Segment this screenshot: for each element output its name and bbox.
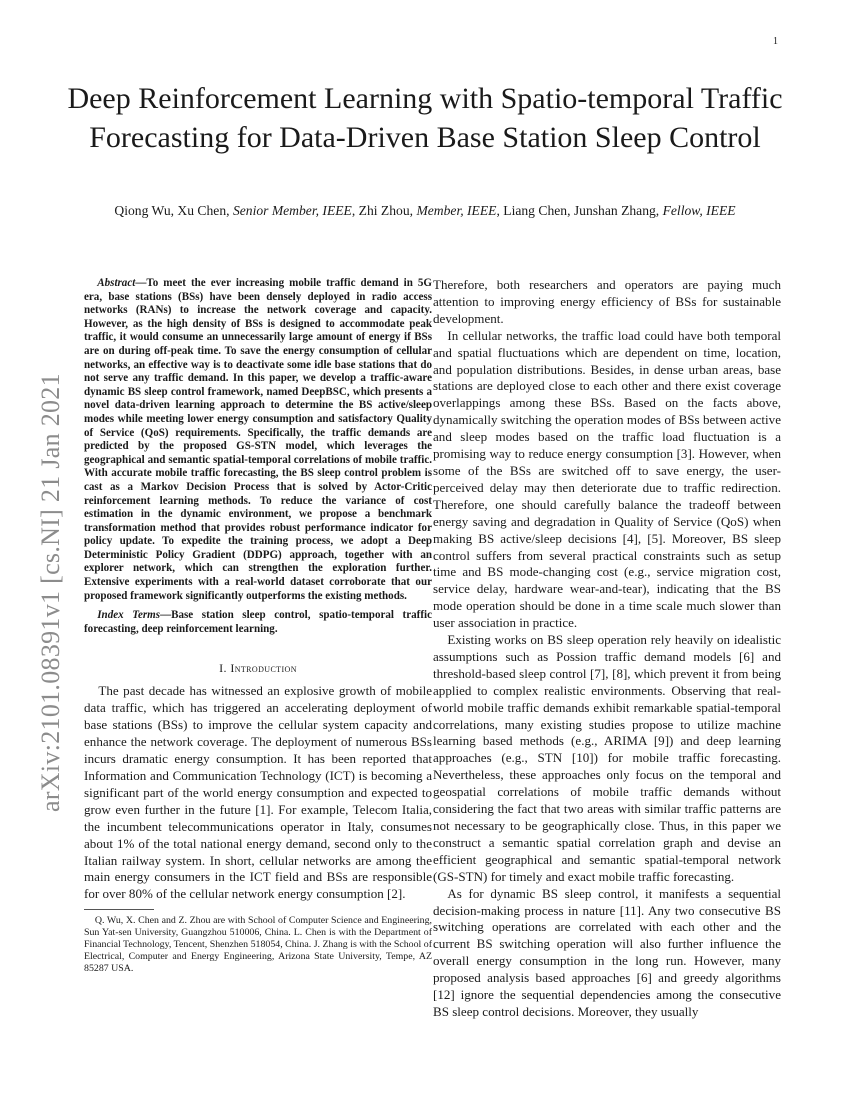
index-terms-text: —Base station sleep control, spatio-temporal traffic forecasting, deep reinforcement learning. <box>84 609 432 635</box>
page-number: 1 <box>773 36 778 47</box>
paragraph: Existing works on BS sleep operation rely heavily on idealistic assumptions such as Possion traffic demand models [6] and threshold-based sleep control [7], [8], which prevent it from being applied to complex realistic environments. Observing that real-world mobile traffic demands exhibit remarkable spatial-temporal correlations, many existing studies propose to utilize machine learning based methods (e.g., ARIMA [9]) and deep learning approaches (e.g., STN [10]) for mobile traffic forecasting. Nevertheless, these approaches only focus on the temporal and geospatial correlations of mobile traffic demands without considering the fact that two areas with similar traffic patterns are not necessary to be geographically close. Thus, in this paper we construct a semantic spatial correlation graph and devise an efficient geographical and semantic spatial-temporal network (GS-STN) for timely and exact mobile traffic forecasting. <box>433 632 781 884</box>
author-role: Member, IEEE <box>416 203 497 218</box>
section-heading-introduction <box>84 661 432 675</box>
index-terms <box>84 609 432 636</box>
author-role: Senior Member, IEEE <box>232 203 352 218</box>
author-names: , Liang Chen, Junshan Zhang, <box>496 203 663 218</box>
index-terms-label: Index Terms <box>97 609 161 622</box>
paper-title: Deep Reinforcement Learning with Spatio-temporal Traffic Forecasting for Data-Driven Base Station Sleep Control <box>67 82 783 154</box>
abstract <box>84 277 432 603</box>
section-number: I. <box>219 661 231 676</box>
paragraph: The past decade has witnessed an explosive growth of mobile data traffic, which has triggered an accelerating deployment of base stations (BSs) to improve the cellular system capacity and enhance the network coverage. The deployment of numerous BSs incurs dramatic energy consumption. It has been reported that Information and Communication Technology (ICT) is becoming a significant part of the world energy consumption and expected to grow even further in the future [1]. For example, Telecom Italia, the incumbent telecommunications operator in Italy, consumes about 1% of the total national energy demand, second only to the Italian railway system. In short, cellular networks are among the main energy consumers in the ICT field and BSs are responsible for over 80% of the cellular network energy consumption [2]. <box>84 683 432 902</box>
abstract-label: Abstract <box>97 277 136 289</box>
author-names: Qiong Wu, Xu Chen, <box>114 203 233 218</box>
left-column <box>84 277 432 975</box>
abstract-text: —To meet the ever increasing mobile traffic demand in 5G era, base stations (BSs) have been densely deployed in radio access networks (RANs) to increase the network coverage and capacity. However, as the high density of BSs is designed to accommodate peak traffic, it would consume an unnecessarily large amount of energy if BSs are on during off-peak time. To save the energy consumption of cellular networks, an effective way is to deactivate some idle base stations that do not serve any traffic demand. In this paper, we develop a traffic-aware dynamic BS sleep control framework, named DeepBSC, which presents a novel data-driven learning approach to determine the BS active/sleep modes while meeting lower energy consumption and satisfactory Quality of Service (QoS) requirements. Specifically, the traffic demands are predicted by the proposed GS-STN model, which leverages the geographical and semantic spatial-temporal correlations of mobile traffic. With accurate mobile traffic forecasting, the BS sleep control problem is cast as a Markov Decision Process that is solved by Actor-Critic reinforcement learning methods. To reduce the variance of cost estimation in the dynamic environment, we propose a benchmark transformation method that provides robust performance indicator for policy update. To expedite the training process, we adopt a Deep Deterministic Policy Gradient (DDPG) approach, together with an explorer network, which can strengthen the exploration further. Extensive experiments with a real-world dataset corroborate that our proposed framework significantly outperforms the existing methods. <box>84 277 432 602</box>
right-column <box>433 277 781 1021</box>
paragraph: As for dynamic BS sleep control, it manifests a sequential decision-making process in nature [11]. Any two consecutive BS switching operations are correlated with each other and the current BS switching operation will also further influence the overall energy consumption in the long run. However, many proposed analysis based approaches [6] and greedy algorithms [12] ignore the sequential dependencies among the consecutive BS sleep control decisions. Moreover, they usually <box>433 885 781 1019</box>
author-names: , Zhi Zhou, <box>351 203 417 218</box>
paragraph: In cellular networks, the traffic load could have both temporal and spatial fluctuations which are dependent on time, location, and population distributions. Besides, in dense urban areas, base stations are deployed close to each other and there exist coverage overlappings among these BSs. Based on the facts above, dynamically switching the operation modes of BSs between active and sleep modes based on the traffic load fluctuation is a promising way to reduce energy consumption [3]. However, when some of the BSs are switched off to save energy, the user-perceived delay may then deteriorate due to traffic redirection. Therefore, one should carefully balance the tradeoff between energy saving and degradation in Quality of Service (QoS) when making BS active/sleep decisions [4], [5]. Moreover, BS sleep control suffers from several practical constraints such as setup time and BS mode-changing cost (e.g., service migration cost, service delay, hardware wear-and-tear), indicating that the BS mode operation should be done in a time scale much slower than user association in practice. <box>433 327 781 631</box>
section-title: Introduction <box>230 661 297 676</box>
author-list <box>60 202 790 220</box>
footnote-divider <box>84 909 154 910</box>
author-role: Fellow, IEEE <box>662 203 736 218</box>
author-affiliation-footnote: Q. Wu, X. Chen and Z. Zhou are with School of Computer Science and Engineering, Sun Yat-sen University, Guangzhou 510006, China. L. Chen is with the Department of Financial Technology, Tencent, Shenzhen 518054, China. J. Zhang is with the School of Electrical, Computer and Energy Engineering, Arizona State University, Tempe, AZ 85287 USA. <box>84 915 432 974</box>
arxiv-identifier-stamp: arXiv:2101.08391v1 [cs.NI] 21 Jan 2021 <box>36 373 65 812</box>
paragraph: Therefore, both researchers and operators are paying much attention to improving energy efficiency of BSs for sustainable development. <box>433 277 781 326</box>
